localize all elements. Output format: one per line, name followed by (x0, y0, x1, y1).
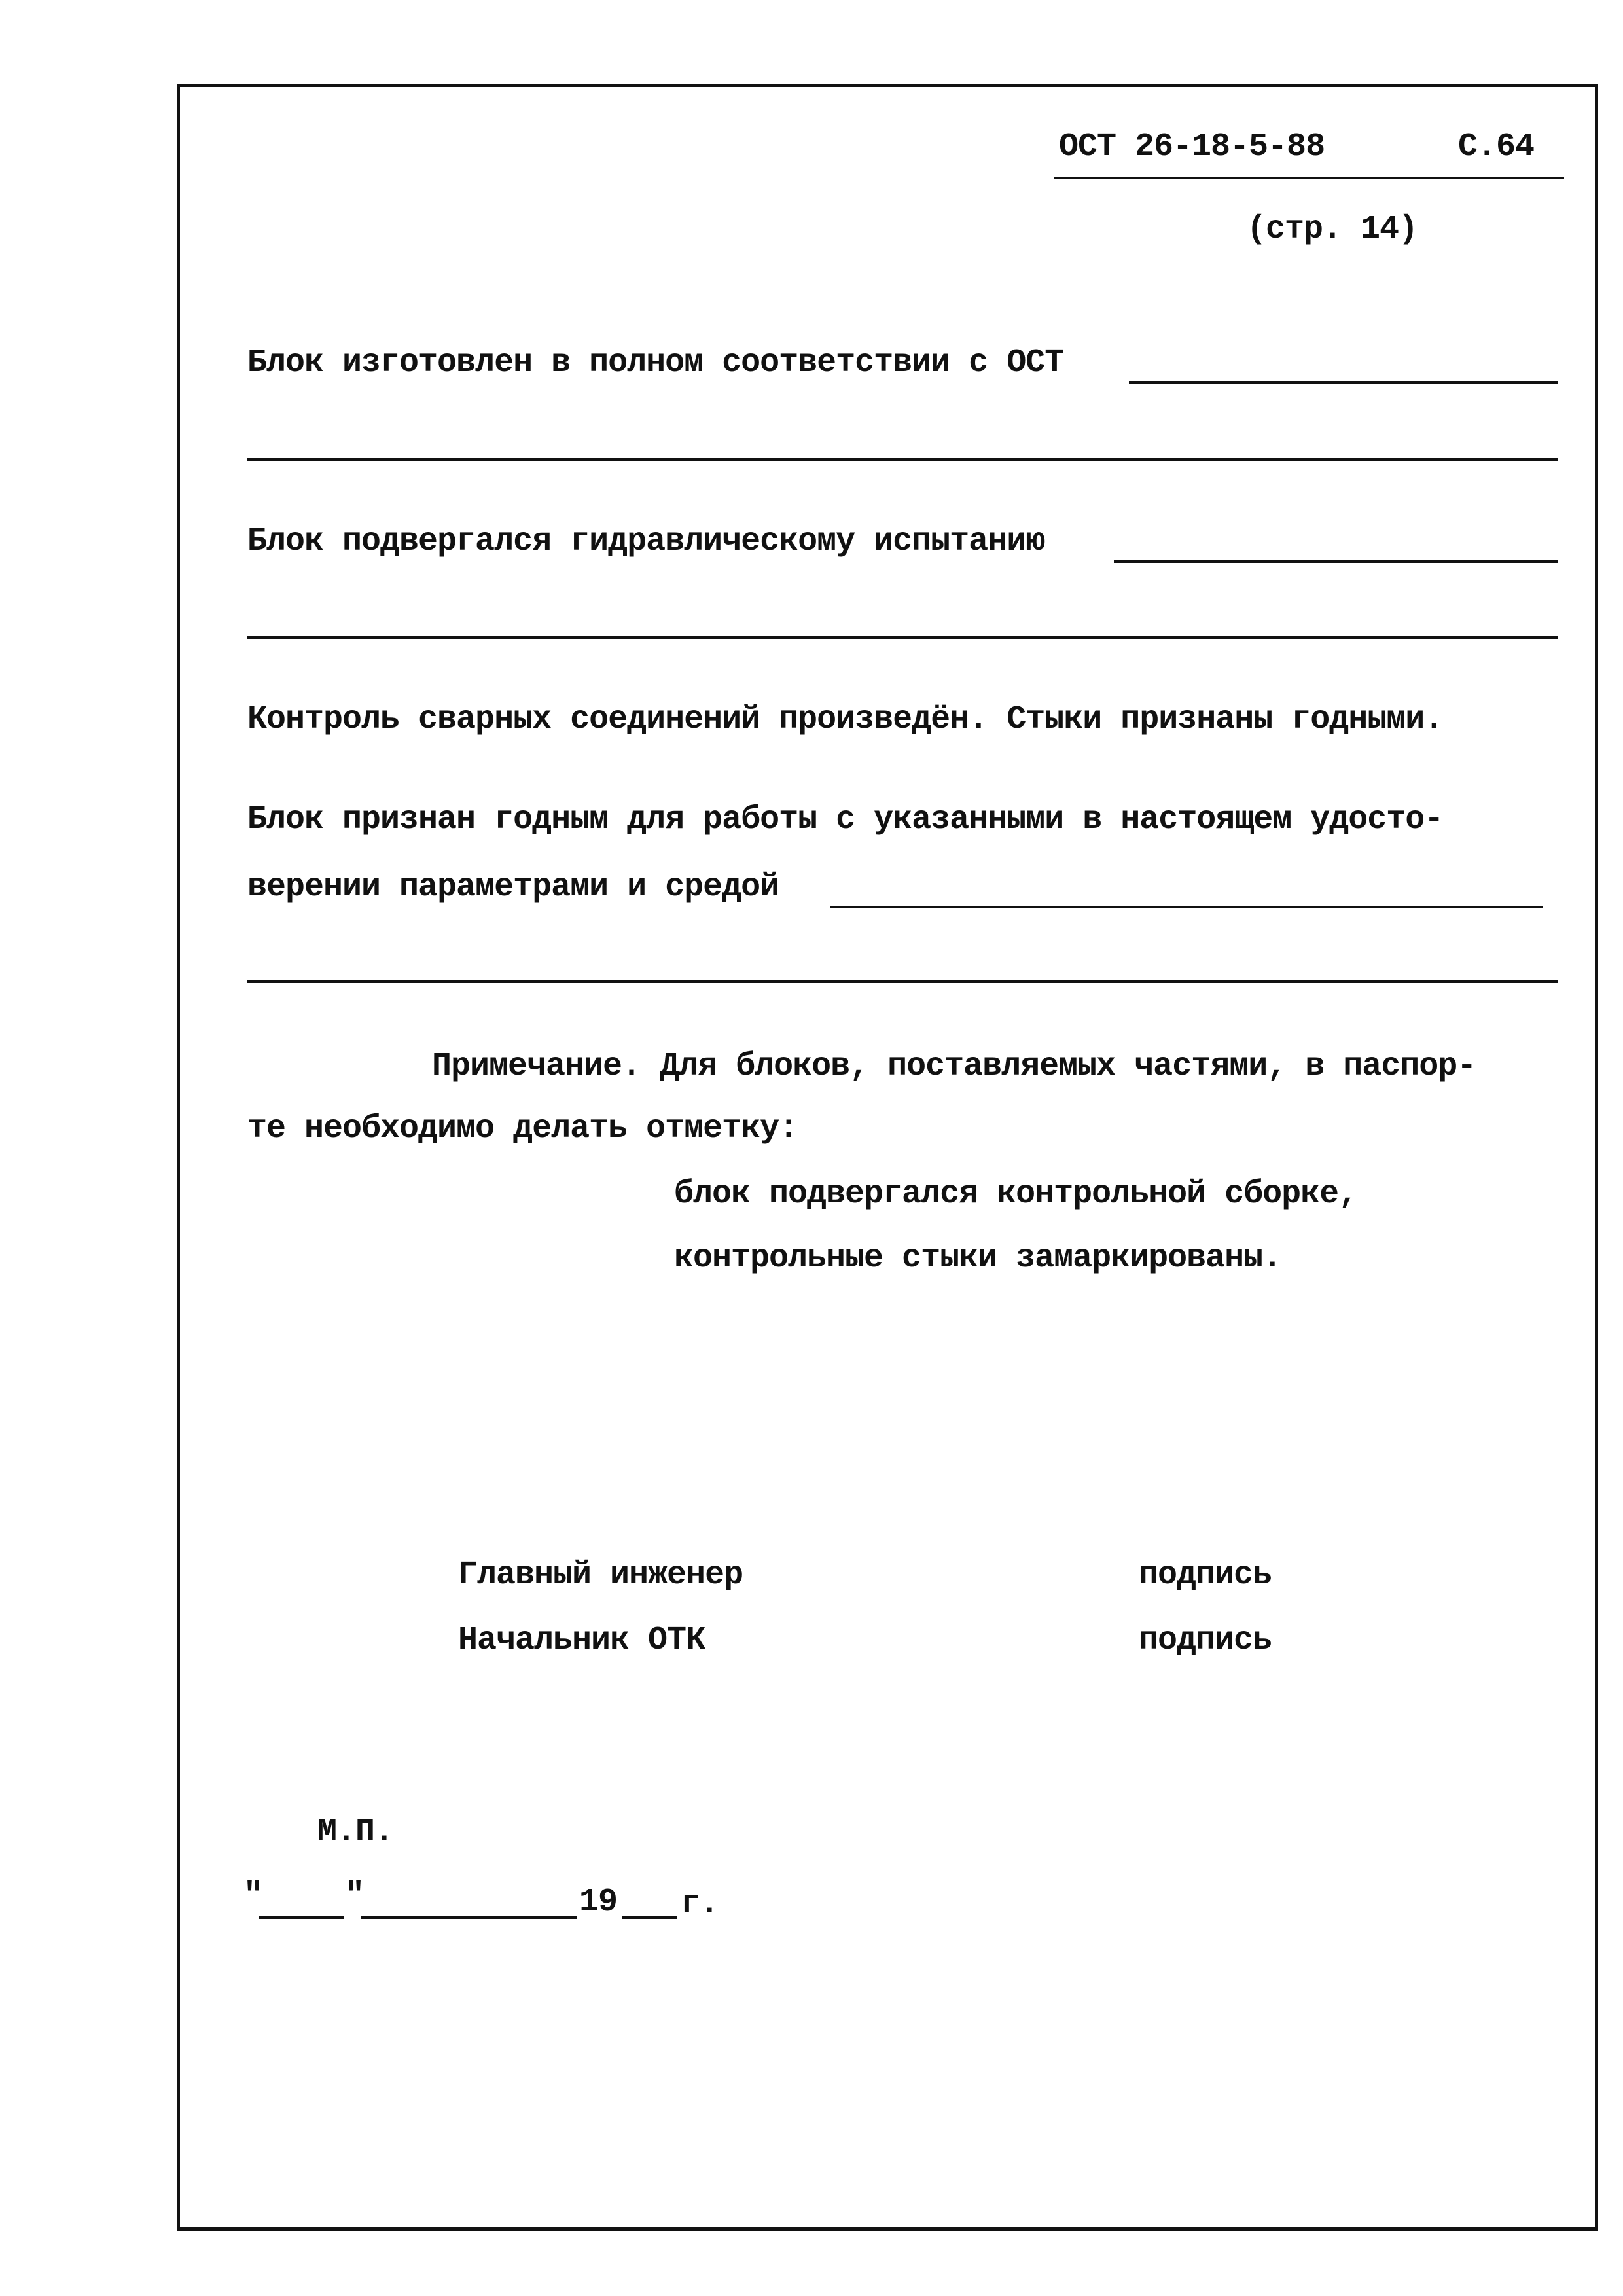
date-year-prefix: 19 (579, 1884, 618, 1921)
hydraulic-test-line: Блок подвергался гидравлическому испытанию (247, 523, 1045, 560)
fit-fill-line-2 (247, 980, 1558, 983)
fit-line-1: Блок признан годным для работы с указанными в настоящем удосто- (247, 801, 1444, 838)
fit-fill-line (830, 906, 1543, 908)
page-number: С.64 (1458, 128, 1535, 166)
manufactured-fill-line (1129, 381, 1558, 384)
manufactured-line: Блок изготовлен в полном соответствии с ОСТ (247, 344, 1064, 382)
note-line-4: контрольные стыки замаркированы. (674, 1240, 1282, 1277)
manufactured-fill-line-2 (247, 458, 1558, 461)
signature-placeholder: подпись (1139, 1622, 1272, 1659)
note-line-3: блок подвергался контрольной сборке, (674, 1175, 1358, 1213)
signature-role: Начальник ОТК (458, 1622, 705, 1659)
fit-line-2: верении параметрами и средой (247, 869, 779, 906)
note-line-1: Примечание. Для блоков, поставляемых частями, в паспор- (432, 1048, 1476, 1085)
hydraulic-test-fill-line-2 (247, 636, 1558, 639)
date-year-suffix: г. (681, 1886, 719, 1923)
signature-placeholder: подпись (1139, 1556, 1272, 1594)
stamp-place-label: М.П. (317, 1814, 394, 1851)
date-year-line (622, 1916, 677, 1919)
signature-role: Главный инженер (458, 1556, 743, 1594)
header-underline (1054, 177, 1564, 179)
subpage-number: (стр. 14) (1247, 211, 1418, 248)
hydraulic-test-fill-line (1114, 560, 1558, 563)
date-quote-close: " (345, 1877, 365, 1914)
document-code: ОСТ 26-18-5-88 (1059, 128, 1325, 166)
welds-line: Контроль сварных соединений произведён. Стыки признаны годными. (247, 701, 1444, 738)
date-day-line (259, 1916, 344, 1919)
date-month-line (361, 1916, 577, 1919)
date-quote-open: " (243, 1877, 263, 1914)
page-frame (177, 84, 1598, 2231)
note-line-2: те необходимо делать отметку: (247, 1110, 798, 1147)
